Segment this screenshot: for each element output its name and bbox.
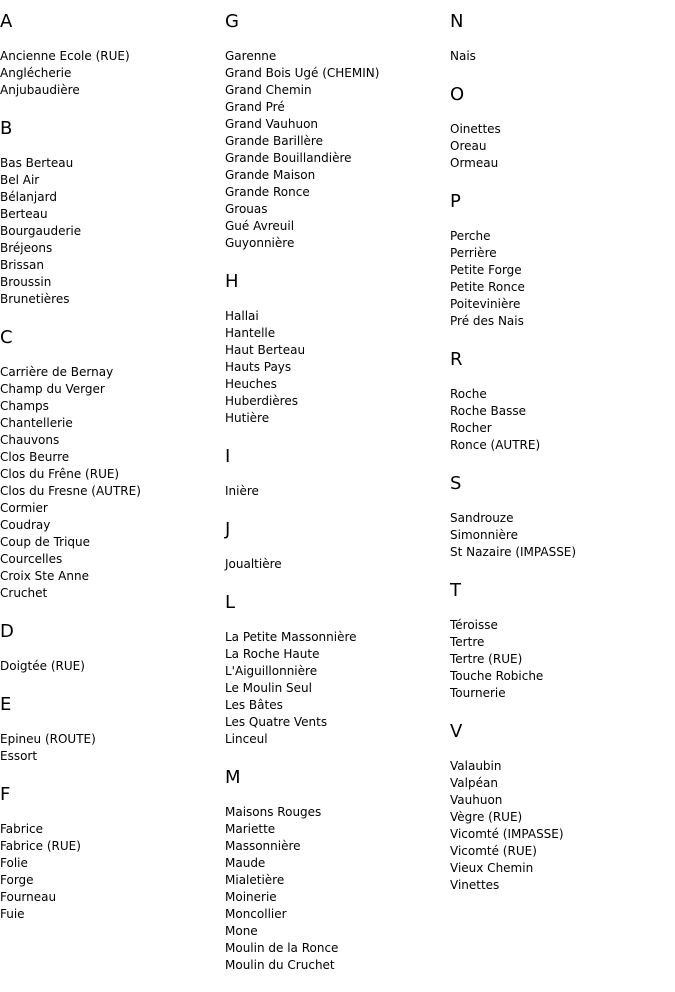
place-name: Moulin de la Ronce — [225, 941, 339, 955]
letter-heading: S — [450, 473, 462, 494]
place-name: Vègre (RUE) — [450, 810, 523, 824]
place-name: Haut Berteau — [225, 343, 306, 357]
place-name: Huberdières — [225, 394, 298, 408]
place-name: Bel Air — [0, 173, 40, 187]
place-name: Champ du Verger — [0, 382, 105, 396]
place-name: Vinettes — [450, 878, 500, 892]
place-name: Mialetière — [225, 873, 285, 887]
place-name: Grande Ronce — [225, 185, 310, 199]
place-name: Carrière de Bernay — [0, 365, 114, 379]
place-name: Tertre — [450, 635, 485, 649]
place-name: Ronce (AUTRE) — [450, 438, 541, 452]
place-name: Fabrice (RUE) — [0, 839, 81, 853]
place-name: Moncollier — [225, 907, 287, 921]
place-name: Grand Vauhuon — [225, 117, 319, 131]
place-name: Cruchet — [0, 586, 48, 600]
place-name: Gué Avreuil — [225, 219, 295, 233]
letter-heading: O — [450, 84, 465, 105]
place-name: Fuie — [0, 907, 25, 921]
place-list — [450, 758, 670, 894]
place-name: Grande Bouillandière — [225, 151, 352, 165]
place-name: La Roche Haute — [225, 647, 320, 661]
place-name: Grande Maison — [225, 168, 316, 182]
letter-group — [0, 620, 220, 675]
place-name: Cormier — [0, 501, 48, 515]
place-name: Brunetières — [0, 292, 70, 306]
place-name: Perrière — [450, 246, 497, 260]
letter-heading: R — [450, 349, 463, 370]
place-name: Les Bâtes — [225, 698, 283, 712]
letter-group — [450, 472, 670, 561]
place-name: Essort — [0, 749, 38, 763]
letter-group — [450, 83, 670, 172]
place-name: Petite Forge — [450, 263, 522, 277]
place-list — [225, 804, 445, 974]
letter-heading: J — [225, 519, 231, 540]
letter-heading: T — [450, 580, 461, 601]
letter-group — [225, 445, 445, 500]
place-name: Anjubaudière — [0, 83, 80, 97]
place-list — [0, 658, 220, 675]
letter-heading: I — [225, 446, 231, 467]
place-name: Inière — [225, 484, 259, 498]
place-name: Brissan — [0, 258, 44, 272]
letter-heading: G — [225, 11, 239, 32]
letter-heading: V — [450, 721, 463, 742]
place-name: Doigtée (RUE) — [0, 659, 85, 673]
place-name: Nais — [450, 49, 476, 63]
place-name: Broussin — [0, 275, 52, 289]
place-name: Téroisse — [450, 618, 498, 632]
letter-heading: N — [450, 11, 464, 32]
place-name: Forge — [0, 873, 34, 887]
letter-group — [0, 10, 220, 99]
place-name: L'Aiguillonnière — [225, 664, 318, 678]
place-list — [225, 556, 445, 573]
place-name: Hallai — [225, 309, 259, 323]
place-name: Moinerie — [225, 890, 277, 904]
place-name: Mariette — [225, 822, 276, 836]
place-name: Les Quatre Vents — [225, 715, 328, 729]
place-list — [450, 48, 670, 65]
place-name: La Petite Massonnière — [225, 630, 357, 644]
place-list — [0, 48, 220, 99]
letter-group — [225, 766, 445, 974]
place-name: Valaubin — [450, 759, 502, 773]
letter-group — [0, 693, 220, 765]
place-name: Roche — [450, 387, 487, 401]
letter-heading: M — [225, 767, 241, 788]
place-name: Tournerie — [450, 686, 506, 700]
place-name: Fourneau — [0, 890, 57, 904]
place-list — [0, 731, 220, 765]
place-name: Poitevinière — [450, 297, 521, 311]
place-name: Grand Pré — [225, 100, 285, 114]
place-name: Coup de Trique — [0, 535, 91, 549]
letter-group — [0, 117, 220, 308]
place-name: Maisons Rouges — [225, 805, 322, 819]
letter-group — [450, 190, 670, 330]
index-column — [450, 10, 670, 912]
place-name: Le Moulin Seul — [225, 681, 312, 695]
place-name: Croix Ste Anne — [0, 569, 89, 583]
place-name: Massonnière — [225, 839, 301, 853]
place-name: Coudray — [0, 518, 51, 532]
place-name: Clos Beurre — [0, 450, 70, 464]
place-name: Grand Bois Ugé (CHEMIN) — [225, 66, 380, 80]
place-name: Rocher — [450, 421, 492, 435]
place-list — [225, 48, 445, 252]
letter-heading: B — [0, 118, 13, 139]
letter-heading: D — [0, 621, 14, 642]
place-name: Simonnière — [450, 528, 518, 542]
place-list — [450, 228, 670, 330]
place-list — [225, 483, 445, 500]
letter-heading: A — [0, 11, 13, 32]
letter-heading: C — [0, 327, 13, 348]
place-name: Grand Chemin — [225, 83, 312, 97]
letter-heading: E — [0, 694, 12, 715]
place-name: Ancienne Ecole (RUE) — [0, 49, 130, 63]
letter-group — [225, 591, 445, 748]
place-name: Anglécherie — [0, 66, 72, 80]
place-name: Grouas — [225, 202, 268, 216]
place-name: Bélanjard — [0, 190, 57, 204]
place-name: Berteau — [0, 207, 48, 221]
place-name: Tertre (RUE) — [450, 652, 523, 666]
place-name: Oreau — [450, 139, 487, 153]
place-name: Touche Robiche — [450, 669, 544, 683]
place-name: Bas Berteau — [0, 156, 74, 170]
place-name: Chantellerie — [0, 416, 73, 430]
place-name: Ormeau — [450, 156, 499, 170]
place-name: Clos du Fresne (AUTRE) — [0, 484, 141, 498]
place-name: Vicomté (RUE) — [450, 844, 537, 858]
place-name: Hauts Pays — [225, 360, 292, 374]
place-name: Hutière — [225, 411, 270, 425]
place-name: Oinettes — [450, 122, 501, 136]
letter-heading: L — [225, 592, 236, 613]
place-name: Guyonnière — [225, 236, 295, 250]
place-name: Moulin du Cruchet — [225, 958, 335, 972]
place-list — [450, 510, 670, 561]
place-list — [450, 617, 670, 702]
place-name: Vieux Chemin — [450, 861, 534, 875]
letter-heading: H — [225, 271, 239, 292]
letter-group — [450, 579, 670, 702]
place-name: Courcelles — [0, 552, 63, 566]
index-column — [225, 10, 445, 992]
place-name: Perche — [450, 229, 491, 243]
place-name: Bourgauderie — [0, 224, 82, 238]
place-list — [450, 121, 670, 172]
place-list — [0, 364, 220, 602]
place-name: Chauvons — [0, 433, 60, 447]
place-list — [225, 629, 445, 748]
place-name: Vicomté (IMPASSE) — [450, 827, 564, 841]
letter-heading: P — [450, 191, 461, 212]
place-name: Roche Basse — [450, 404, 527, 418]
letter-group — [450, 10, 670, 65]
place-list — [225, 308, 445, 427]
place-name: St Nazaire (IMPASSE) — [450, 545, 577, 559]
place-name: Bréjeons — [0, 241, 53, 255]
place-name: Hantelle — [225, 326, 276, 340]
place-name: Pré des Nais — [450, 314, 524, 328]
index-column — [0, 10, 220, 941]
place-name: Garenne — [225, 49, 277, 63]
place-list — [450, 386, 670, 454]
letter-group — [0, 326, 220, 602]
place-name: Joualtière — [225, 557, 282, 571]
place-name: Grande Barillère — [225, 134, 323, 148]
letter-group — [450, 720, 670, 894]
letter-group — [225, 518, 445, 573]
place-list — [0, 155, 220, 308]
place-name: Epineu (ROUTE) — [0, 732, 96, 746]
letter-heading: F — [0, 784, 11, 805]
place-name: Champs — [0, 399, 49, 413]
place-name: Linceul — [225, 732, 268, 746]
place-name: Petite Ronce — [450, 280, 525, 294]
place-name: Valpéan — [450, 776, 498, 790]
place-name: Sandrouze — [450, 511, 514, 525]
place-name: Fabrice — [0, 822, 44, 836]
place-name: Clos du Frêne (RUE) — [0, 467, 120, 481]
place-name: Maude — [225, 856, 266, 870]
place-name: Heuches — [225, 377, 277, 391]
letter-group — [225, 270, 445, 427]
letter-group — [225, 10, 445, 252]
place-list — [0, 821, 220, 923]
place-name: Folie — [0, 856, 28, 870]
place-name: Mone — [225, 924, 258, 938]
letter-group — [0, 783, 220, 923]
letter-group — [450, 348, 670, 454]
place-name: Vauhuon — [450, 793, 503, 807]
